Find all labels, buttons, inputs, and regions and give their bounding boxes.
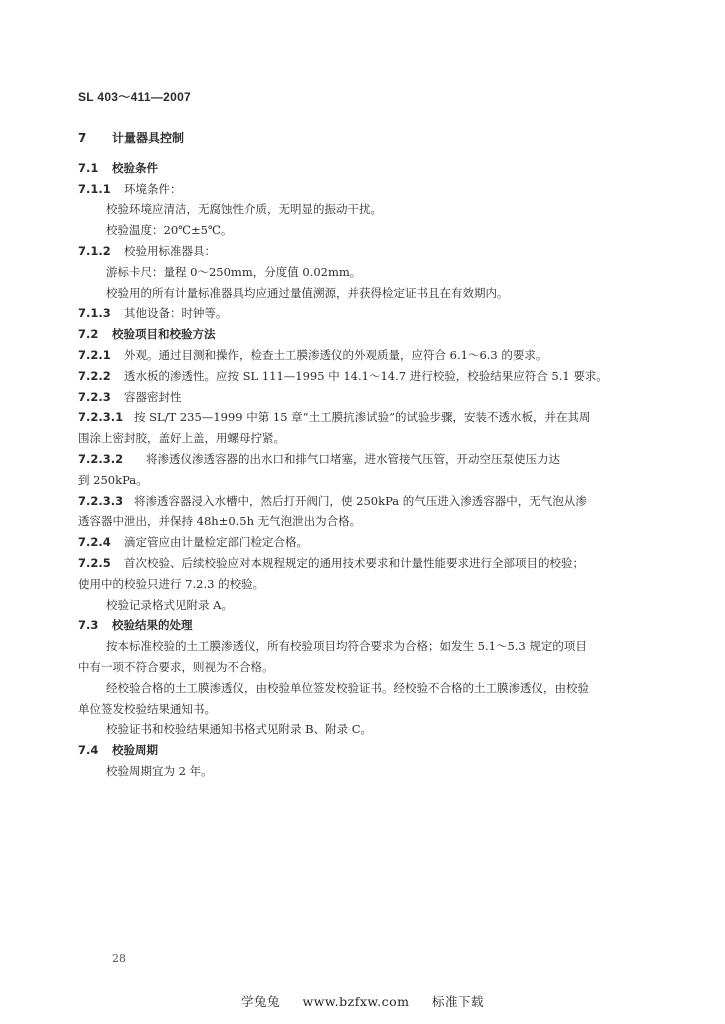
page-content (78, 128, 658, 782)
clause-7-2-2: 7.2.2 透水板的渗透性。应按 SL 111—1995 中 14.1～14.7 进行校验，校验结果应符合 5.1 要求。 (78, 368, 608, 383)
paragraph: 校验用的所有计量标准器具均应通过量值溯源，并获得检定证书且在有效期内。 (106, 285, 509, 300)
paragraph: 校验环境应清洁，无腐蚀性介质，无明显的振动干扰。 (106, 202, 382, 217)
clause-7-2-4: 7.2.4 滴定管应由计量检定部门检定合格。 (78, 535, 308, 550)
clause-7-1-3: 7.1.3 其他设备：时钟等。 (78, 306, 228, 321)
paragraph: 校验周期宜为 2 年。 (106, 763, 213, 778)
chapter-number: 7 (78, 131, 87, 145)
paragraph: 校验证书和校验结果通知书格式见附录 B、附录 C。 (106, 722, 373, 737)
section-7-3-heading: 7.3 校验结果的处理 (78, 618, 193, 633)
paragraph-continuation: 单位签发校验结果通知书。 (78, 701, 216, 716)
section-7-1-heading: 7.1 校验条件 (78, 160, 158, 175)
clause-7-1-2: 7.1.2 校验用标准器具： (78, 243, 216, 258)
chapter-title: 计量器具控制 (112, 131, 185, 145)
paragraph-continuation: 到 250kPa。 (78, 472, 148, 487)
clause-7-2-3: 7.2.3 容器密封性 (78, 389, 182, 404)
clause-7-2-3-3: 7.2.3.3 将渗透容器浸入水槽中，然后打开阀门，使 250kPa 的气压进入渗透容器中，无气泡从渗 (78, 493, 587, 508)
clause-7-1-1: 7.1.1 环境条件： (78, 181, 182, 196)
paragraph-continuation: 中有一项不符合要求，则视为不合格。 (78, 659, 274, 674)
paragraph: 校验温度：20℃±5℃。 (106, 223, 233, 238)
paragraph: 按本标准校验的土工膜渗透仪，所有校验项目均符合要求为合格；如发生 5.1～5.3 规定的项目 (106, 639, 587, 654)
paragraph-continuation: 透容器中泄出，并保持 48h±0.5h 无气泡泄出为合格。 (78, 514, 362, 529)
paragraph: 校验记录格式见附录 A。 (106, 597, 233, 612)
standard-code-header: SL 403～411—2007 (78, 90, 192, 104)
clause-7-2-3-2: 7.2.3.2 将渗透仪渗透容器的出水口和排气口堵塞，进水管接气压管，开动空压泵使压力达 (78, 451, 560, 466)
clause-7-2-3-1: 7.2.3.1 按 SL/T 235—1999 中第 15 章“土工膜抗渗试验”的试验步骤，安装不透水板，并在其周 (78, 410, 591, 425)
section-7-2-heading: 7.2 校验项目和校验方法 (78, 327, 216, 342)
paragraph-continuation: 使用中的校验只进行 7.2.3 的校验。 (78, 576, 265, 591)
footer-url-link[interactable]: www.bzfxw.com (302, 994, 410, 1009)
paragraph: 经校验合格的土工膜渗透仪，由校验单位签发校验证书。经校验不合格的土工膜渗透仪，由校验 (106, 680, 589, 695)
chapter-heading (78, 128, 658, 149)
paragraph: 游标卡尺：量程 0～250mm，分度值 0.02mm。 (106, 264, 362, 279)
section-7-4-heading: 7.4 校验周期 (78, 743, 158, 758)
clause-7-2-5: 7.2.5 首次校验、后续校验应对本规程规定的通用技术要求和计量性能要求进行全部项目的校验； (78, 555, 584, 570)
clause-7-2-1: 7.2.1 外观。通过目测和操作，检查土工膜渗透仪的外观质量，应符合 6.1～6.3 的要求。 (78, 347, 548, 362)
page-number: 28 (112, 952, 126, 965)
footer-watermark (0, 992, 725, 1010)
paragraph-continuation: 围涂上密封胶，盖好上盖，用螺母拧紧。 (78, 431, 285, 446)
footer-tagline: 标准下载 (431, 994, 484, 1009)
footer-site-name: 学兔兔 (241, 994, 281, 1009)
